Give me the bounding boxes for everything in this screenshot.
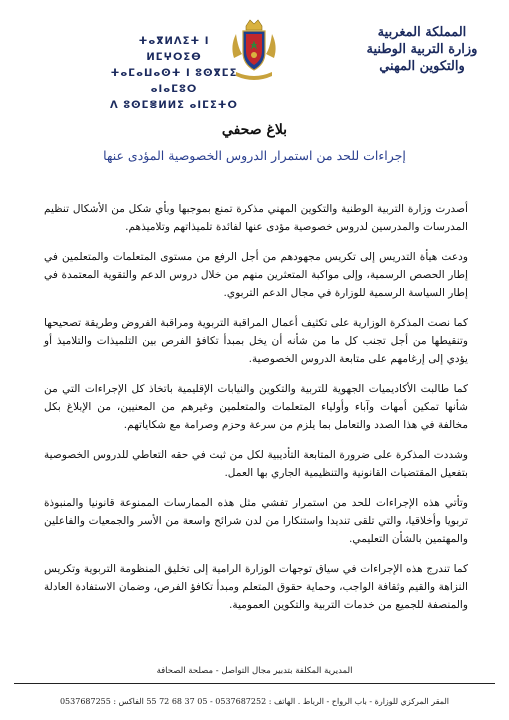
footer-address: المقر المركزي للوزارة - باب الرواح - الرباط . الهاتف : 0537687252 - 05 37 68 72 55 الفاكس : 0537687255 bbox=[59, 697, 450, 706]
footer-divider bbox=[14, 683, 495, 684]
tifinagh-line-2: ⵜⴰⵎⴰⵡⴰⵙⵜ ⵏ ⵓⵙⴳⵎⵉ ⴰⵏⴰⵎⵓⵔ bbox=[110, 68, 238, 95]
paragraph: وتأتي هذه الإجراءات للحد من استمرار تفشي مثل هذه الممارسات الممنوعة قانونيا والمنبوذة تربويا وأخلاقيا، والتي تلقى تنديدا واستنكارا من لدن شرائح واسعة من الأسر والجمعيات والفاعلين والمهتمين بالشأن التعليمي. bbox=[44, 497, 468, 545]
tifinagh-line-3: ⴷ ⵓⵙⵎⴻⵍⵍⵉ ⴰⵏⵎⵉⵜⵔ bbox=[110, 100, 238, 111]
ministry-line-2: وزارة التربية الوطنية bbox=[366, 42, 478, 57]
letterhead bbox=[0, 0, 509, 111]
ministry-name-tifinagh bbox=[110, 34, 238, 114]
document-subtitle: إجراءات للحد من استمرار الدروس الخصوصية المؤدى عنها bbox=[103, 148, 406, 163]
ministry-line-3: والتكوين المهني bbox=[379, 59, 465, 74]
paragraph: كما تندرج هذه الإجراءات في سياق توجهات الوزارة الرامية إلى تخليق المنظومة التربوية وتكريس النزاهة والقيم وثقافة الواجب، وحماية حقوق المتعلم ومبدأ تكافؤ الفرص، وضمان الاستفادة العادلة والمنصفة للجميع من خدمات التربية والتكوين العمومية. bbox=[44, 563, 468, 611]
press-release-body bbox=[44, 200, 468, 626]
ministry-line-1: المملكة المغربية bbox=[377, 25, 467, 40]
paragraph: وشددت المذكرة على ضرورة المتابعة التأديبية لكل من ثبت في حقه التعاطي للدروس الخصوصية بتفعيل المقتضيات القانونية والتنظيمية الجاري بها العمل. bbox=[44, 449, 468, 479]
paragraph: أصدرت وزارة التربية الوطنية والتكوين المهني مذكرة تمنع بموجبها وبأي شكل من الأشكال تنظيم المدرسات والمدرسين لدروس خصوصية مؤدى عنها لفائدة تلميذاتهم وتلاميذهم. bbox=[44, 203, 468, 233]
document-title: بلاغ صحفي bbox=[221, 122, 288, 138]
paragraph: ودعت هيأة التدريس إلى تكريس مجهودهم من أجل الرفع من مستوى المتعلمات والمتعلمين في إطار الحصص الرسمية، وإلى مواكبة المتعثرين منهم من خلال دروس الدعم والتقوية المعتمدة في إطار السياسة الرسمية للوزارة في مجال الدعم التربوي. bbox=[44, 251, 468, 299]
footer-directorate: المديرية المكلفة بتدبير مجال التواصل - مصلحة الصحافة bbox=[156, 666, 353, 676]
ministry-name-arabic bbox=[363, 24, 481, 75]
paragraph: كما نصت المذكرة الوزارية على تكثيف أعمال المراقبة التربوية ومراقبة الفروض وطريقة تصحيحها وتنقيطها من أجل تجنب كل ما من شأنه أن يخل بمبدأ تكافؤ الفرص بين التلميذات والتلاميذ أو يؤدي إلى إرغامهم على متابعة الدروس الخصوصية. bbox=[44, 317, 468, 365]
paragraph: كما طالبت الأكاديميات الجهوية للتربية والتكوين والنيابات الإقليمية باتخاذ كل الإجراءات التي من شأنها تمكين أمهات وآباء وأولياء المتعلمات والمتعلمين وغيرهم من المعنيين، من الإبلاغ بكل مخالفة في هذا الصدد والتعامل بما يلزم من سرعة وحزم وصرامة مع شكاياتهم. bbox=[44, 383, 468, 431]
tifinagh-line-1: ⵜⴰⴳⵍⴷⵉⵜ ⵏ ⵍⵎⵖⵔⵉⴱ bbox=[138, 36, 210, 63]
